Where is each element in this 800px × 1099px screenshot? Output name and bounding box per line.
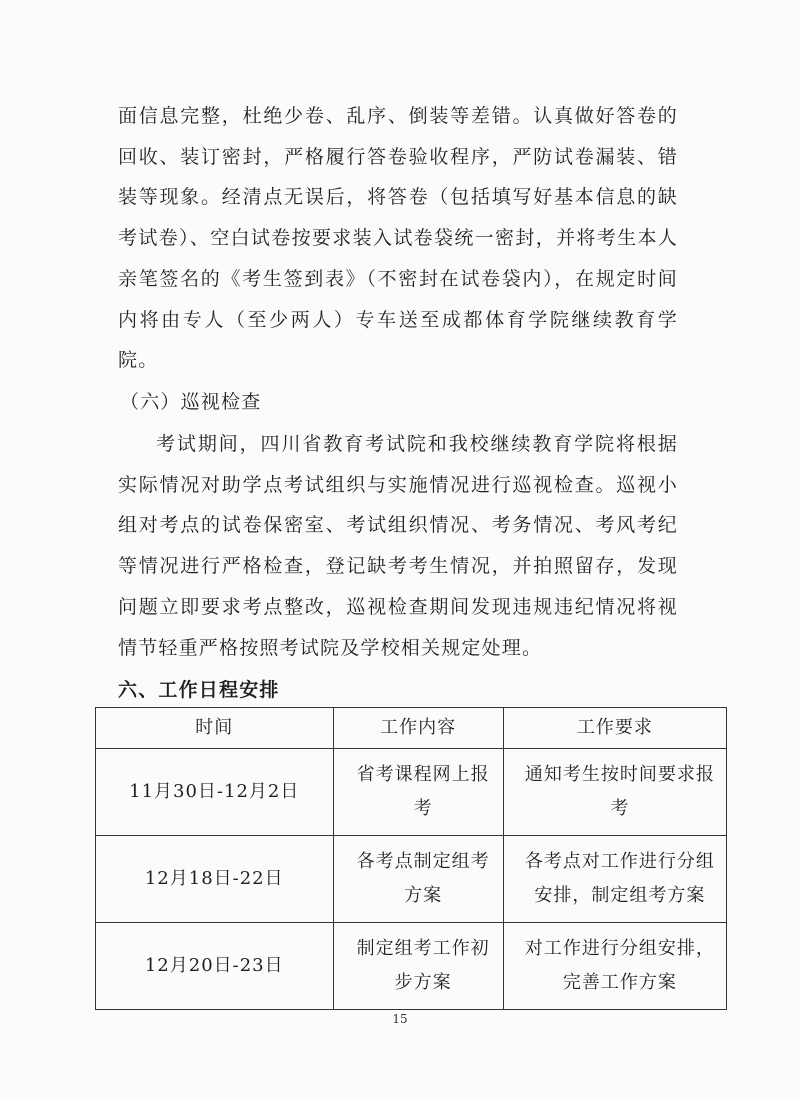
table-row [96, 749, 727, 836]
table-row [96, 836, 727, 923]
cell-requirement: 通知考生按时间要求报考 [503, 749, 726, 836]
header-requirement: 工作要求 [503, 708, 726, 749]
cell-time: 12月20日-23日 [96, 923, 334, 1010]
cell-content: 各考点制定组考方案 [333, 836, 503, 923]
paragraph-inspection: 考试期间，四川省教育考试院和我校继续教育学院将根据实际情况对助学点考试组织与实施情况进行巡视检查。巡视小组对考点的试卷保密室、考试组织情况、考务情况、考风考纪等情况进行严格检查，登记缺考考生情况，并拍照留存，发现问题立即要求考点整改，巡视检查期间发现违规违纪情况将视情节轻重严格按照考试院及学校相关规定处理。 [118, 433, 678, 659]
header-time: 时间 [96, 708, 334, 749]
cell-time: 12月18日-22日 [96, 836, 334, 923]
cell-content: 制定组考工作初步方案 [333, 923, 503, 1010]
section-heading-schedule: 六、工作日程安排 [118, 679, 280, 701]
cell-requirement: 对工作进行分组安排，完善工作方案 [503, 923, 726, 1010]
subsection-heading-inspection: （六）巡视检查 [120, 391, 262, 413]
schedule-table [95, 707, 727, 1010]
page-number: 15 [392, 1012, 408, 1026]
cell-requirement: 各考点对工作进行分组安排，制定组考方案 [503, 836, 726, 923]
paragraph-answer-sheet-handling: 面信息完整，杜绝少卷、乱序、倒装等差错。认真做好答卷的回收、装订密封，严格履行答卷验收程序，严防试卷漏装、错装等现象。经清点无误后，将答卷（包括填写好基本信息的缺考试卷）、空白试卷按要求装入试卷袋统一密封，并将考生本人亲笔签名的《考生签到表》（不密封在试卷袋内），在规定时间内将由专人（至少两人）专车送至成都体育学院继续教育学院。 [118, 105, 678, 372]
table-row [96, 923, 727, 1010]
cell-time: 11月30日-12月2日 [96, 749, 334, 836]
table-header-row [96, 708, 727, 749]
cell-content: 省考课程网上报考 [333, 749, 503, 836]
header-content: 工作内容 [333, 708, 503, 749]
